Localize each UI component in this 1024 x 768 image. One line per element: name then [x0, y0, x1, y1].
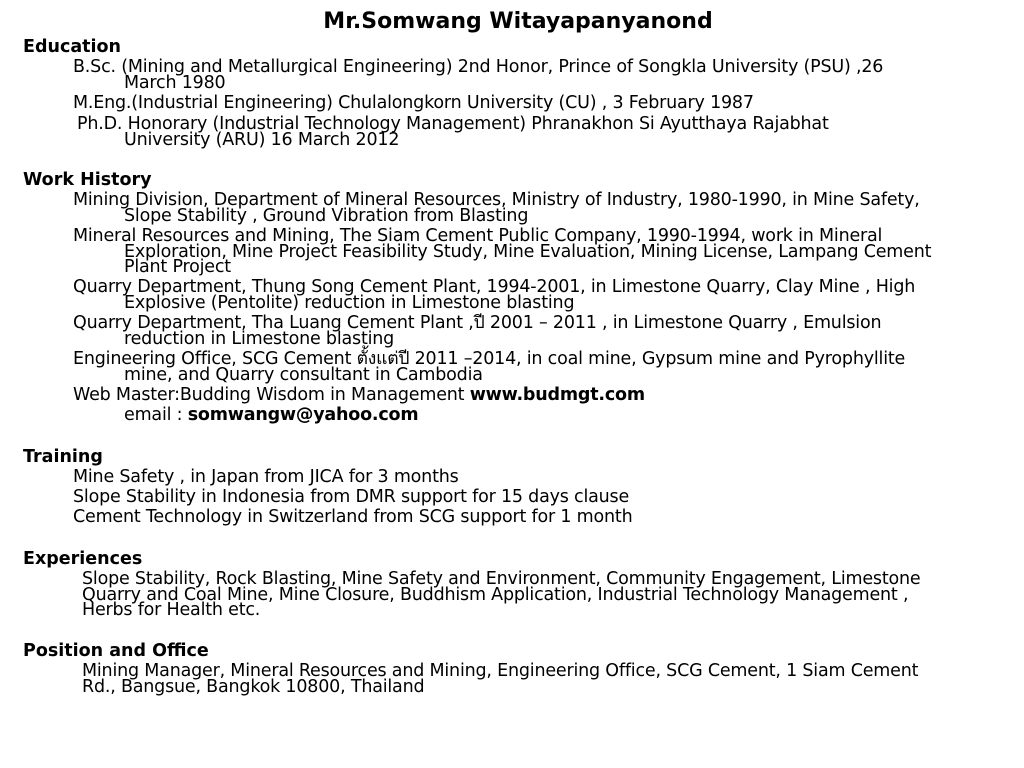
experiences-text — [82, 569, 921, 620]
education-item-phd — [77, 114, 829, 150]
position-line2: Rd., Bangsue, Bangkok 10800, Thailand — [82, 676, 425, 697]
education-item-meng-line1: M.Eng.(Industrial Engineering) Chulalongkorn University (CU) , 3 February 1987 — [73, 93, 754, 113]
work-item-line1: Mining Division, Department of Mineral Resources, Ministry of Industry, 1980-1990, in Mine Safety, — [73, 190, 920, 210]
work-item-line2: reduction in Limestone blasting — [124, 328, 395, 349]
experiences-heading: Experiences — [23, 549, 143, 569]
work-item-line2: Exploration, Mine Project Feasibility Study, Mine Evaluation, Mining License, Lampang Cement — [124, 241, 932, 262]
training-item: Cement Technology in Switzerland from SCG support for 1 month — [73, 507, 633, 527]
experiences-line3: Herbs for Health etc. — [82, 600, 261, 620]
training-item: Slope Stability in Indonesia from DMR support for 15 days clause — [73, 487, 630, 507]
webmaster-label: Web Master:Budding Wisdom in Management — [73, 385, 470, 405]
email-label: email : — [124, 405, 188, 425]
education-heading: Education — [23, 37, 121, 57]
website-link[interactable]: www.budmgt.com — [469, 385, 645, 405]
education-item-bsc-line1: B.Sc. (Mining and Metallurgical Engineering) 2nd Honor, Prince of Songkla University (PSU) ,26 — [73, 57, 884, 77]
education-item-phd-line2: University (ARU) 16 March 2012 — [124, 129, 400, 150]
position-heading: Position and Office — [23, 641, 209, 661]
work-item — [73, 190, 920, 226]
work-item-line1: Quarry Department, Thung Song Cement Plant, 1994-2001, in Limestone Quarry, Clay Mine , High — [73, 277, 916, 297]
training-heading: Training — [23, 447, 103, 467]
work-item-line2: mine, and Quarry consultant in Cambodia — [124, 364, 483, 385]
education-item-bsc-line2: March 1980 — [124, 72, 226, 93]
work-item-line2: Slope Stability , Ground Vibration from Blasting — [124, 205, 529, 226]
webmaster-line — [73, 385, 645, 405]
work-item — [73, 349, 906, 385]
work-item-line1: Mineral Resources and Mining, The Siam Cement Public Company, 1990-1994, work in Mineral — [73, 226, 883, 246]
email-line — [124, 405, 419, 425]
page-title: Mr.Somwang Witayapanyanond — [323, 9, 713, 34]
work-item-line2: Explosive (Pentolite) reduction in Limestone blasting — [124, 292, 575, 313]
work-item-line3: Plant Project — [124, 257, 231, 277]
experiences-line1: Slope Stability, Rock Blasting, Mine Safety and Environment, Community Engagement, Limestone — [82, 569, 921, 589]
work-item — [73, 226, 932, 277]
work-history-heading: Work History — [23, 170, 152, 190]
training-item: Mine Safety , in Japan from JICA for 3 months — [73, 467, 459, 487]
work-item — [73, 277, 916, 313]
education-item-phd-line1: Ph.D. Honorary (Industrial Technology Management) Phranakhon Si Ayutthaya Rajabhat — [77, 114, 829, 134]
education-item-bsc — [73, 57, 884, 93]
education-item-meng — [73, 93, 754, 113]
email-link[interactable]: somwangw@yahoo.com — [187, 405, 419, 425]
experiences-line2: Quarry and Coal Mine, Mine Closure, Buddhism Application, Industrial Technology Management , — [82, 584, 909, 605]
position-text — [82, 661, 919, 697]
work-item-line1: Engineering Office, SCG Cement ตั้งแต่ปี 2011 –2014, in coal mine, Gypsum mine and Pyrophyllite — [73, 349, 906, 369]
position-line1: Mining Manager, Mineral Resources and Mining, Engineering Office, SCG Cement, 1 Siam Cement — [82, 661, 919, 681]
work-item — [73, 313, 882, 349]
work-item-line1: Quarry Department, Tha Luang Cement Plant ,ปี 2001 – 2011 , in Limestone Quarry , Emulsion — [73, 313, 882, 333]
